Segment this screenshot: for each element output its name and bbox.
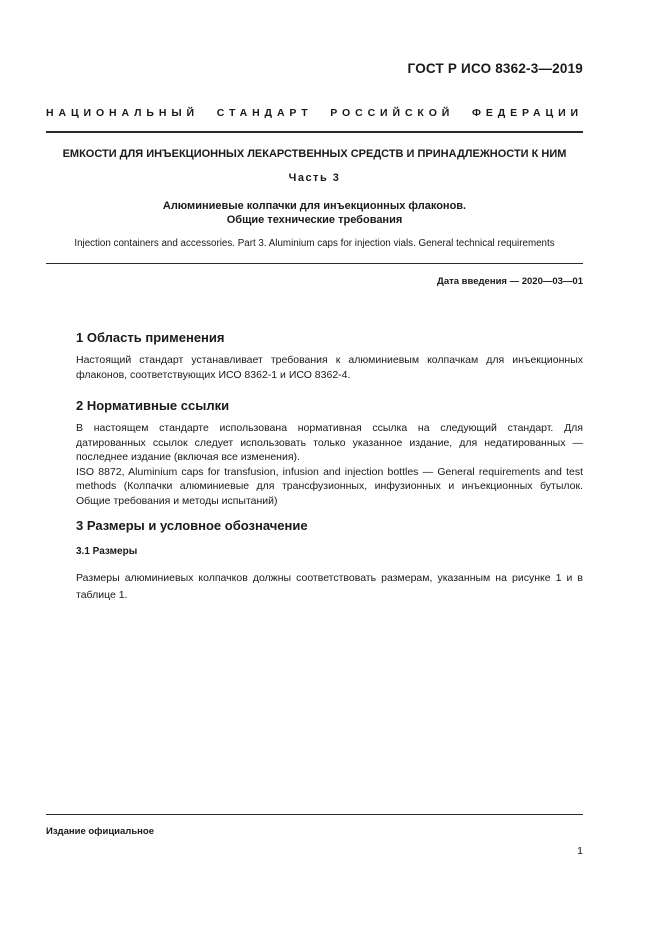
header-divider: [46, 131, 583, 133]
section-1-text: [76, 353, 583, 382]
title-divider: [46, 263, 583, 264]
part-label: Часть 3: [288, 172, 341, 184]
section-1-heading: 1 Область применения: [76, 330, 225, 345]
edition-label: Издание официальное: [46, 826, 154, 837]
document-title: ЕМКОСТИ ДЛЯ ИНЪЕКЦИОННЫХ ЛЕКАРСТВЕННЫХ СРЕДСТВ И ПРИНАДЛЕЖНОСТИ К НИМ: [62, 148, 567, 160]
document-subtitle: [46, 199, 583, 227]
document-code: ГОСТ Р ИСО 8362-3—2019: [407, 61, 583, 76]
introduction-date: Дата введения — 2020—03—01: [437, 276, 583, 287]
english-title: Injection containers and accessories. Part 3. Aluminium caps for injection vials. General technical requirements: [74, 238, 555, 249]
section-3-paragraph: Размеры алюминиевых колпачков должны соответствовать размерам, указанным на рисунке 1 и в таблице 1.: [76, 572, 583, 601]
subsection-3-1-heading: 3.1 Размеры: [76, 546, 138, 557]
section-2-heading: 2 Нормативные ссылки: [76, 398, 230, 413]
section-2-paragraph-1: В настоящем стандарте использована нормативная ссылка на следующий стандарт. Для датированных ссылок следует использовать только указанное издание, для недатированных — последнее издание (включая все изменения).: [76, 422, 583, 464]
subtitle-line-1: Алюминиевые колпачки для инъекционных флаконов.: [162, 200, 467, 212]
subtitle-line-2: Общие технические требования: [226, 214, 403, 226]
section-3-text: [76, 570, 583, 604]
section-1-paragraph: Настоящий стандарт устанавливает требования к алюминиевым колпачкам для инъекционных флаконов, соответствующих ИСО 8362-1 и ИСО 8362-4.: [76, 354, 583, 381]
footer-divider: [46, 814, 583, 815]
page-number: 1: [577, 845, 583, 857]
section-2-text: [76, 421, 583, 509]
section-3-heading: 3 Размеры и условное обозначение: [76, 518, 308, 533]
national-standard-heading: НАЦИОНАЛЬНЫЙ СТАНДАРТ РОССИЙСКОЙ ФЕДЕРАЦИИ: [46, 107, 583, 119]
section-2-paragraph-2: ISO 8872, Aluminium caps for transfusion, infusion and injection bottles — General requirements and test methods (Колпачки алюминиевые для трансфузионных, инфузионных и инъекционных бутылок. Общие требования и методы испытаний): [76, 465, 583, 507]
